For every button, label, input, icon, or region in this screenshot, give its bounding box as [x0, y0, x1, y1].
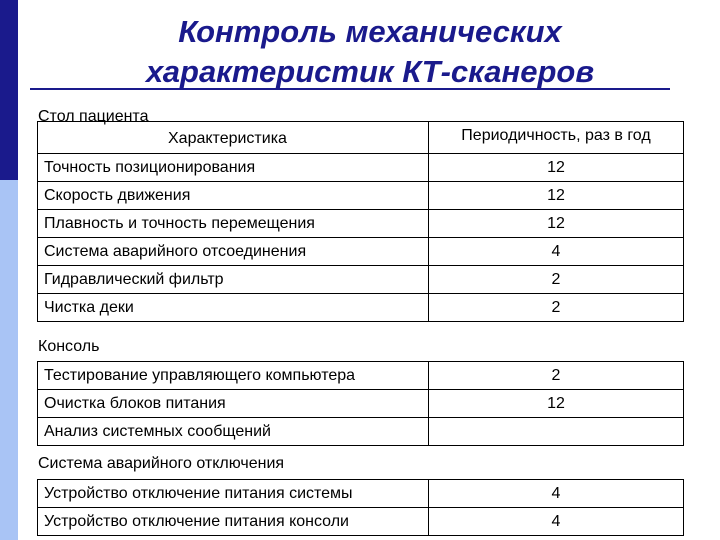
page-title	[30, 12, 710, 92]
title-line-2: характеристик КТ-сканеров	[145, 54, 595, 89]
section-label-emergency: Система аварийного отключения	[38, 455, 285, 472]
table-row	[38, 266, 684, 294]
console-table	[37, 361, 684, 446]
table-row	[38, 480, 684, 508]
row-value: 4	[429, 238, 684, 266]
table-row	[38, 508, 684, 536]
side-bar-light-segment	[0, 180, 18, 540]
row-value	[429, 418, 684, 446]
row-value: 2	[429, 294, 684, 322]
emergency-table	[37, 479, 684, 536]
side-bar-dark-segment	[0, 0, 18, 180]
table-header-row	[38, 122, 684, 154]
row-name: Устройство отключение питания консоли	[38, 508, 429, 536]
row-name: Чистка деки	[38, 294, 429, 322]
row-value: 12	[429, 210, 684, 238]
table-row	[38, 210, 684, 238]
row-value: 4	[429, 508, 684, 536]
row-name: Очистка блоков питания	[38, 390, 429, 418]
row-name: Скорость движения	[38, 182, 429, 210]
row-value: 4	[429, 480, 684, 508]
table-row	[38, 154, 684, 182]
slide-side-bar	[0, 0, 18, 540]
row-value: 12	[429, 154, 684, 182]
table-row	[38, 418, 684, 446]
row-name: Устройство отключение питания системы	[38, 480, 429, 508]
table-row	[38, 362, 684, 390]
row-name: Гидравлический фильтр	[38, 266, 429, 294]
section-label-patient-table: Стол пациента	[38, 108, 149, 125]
row-value: 2	[429, 266, 684, 294]
patient-table	[37, 121, 684, 322]
row-name: Система аварийного отсоединения	[38, 238, 429, 266]
row-name: Анализ системных сообщений	[38, 418, 429, 446]
row-value: 12	[429, 390, 684, 418]
title-line-1: Контроль механических	[178, 14, 562, 49]
table-row	[38, 390, 684, 418]
table-row	[38, 238, 684, 266]
title-underline	[30, 88, 670, 90]
row-value: 2	[429, 362, 684, 390]
row-name: Тестирование управляющего компьютера	[38, 362, 429, 390]
table-row	[38, 182, 684, 210]
table-row	[38, 294, 684, 322]
row-value: 12	[429, 182, 684, 210]
header-characteristic: Характеристика	[38, 122, 429, 154]
row-name: Плавность и точность перемещения	[38, 210, 429, 238]
row-name: Точность позиционирования	[38, 154, 429, 182]
header-frequency: Периодичность, раз в год	[429, 122, 684, 154]
section-label-console: Консоль	[38, 338, 100, 355]
